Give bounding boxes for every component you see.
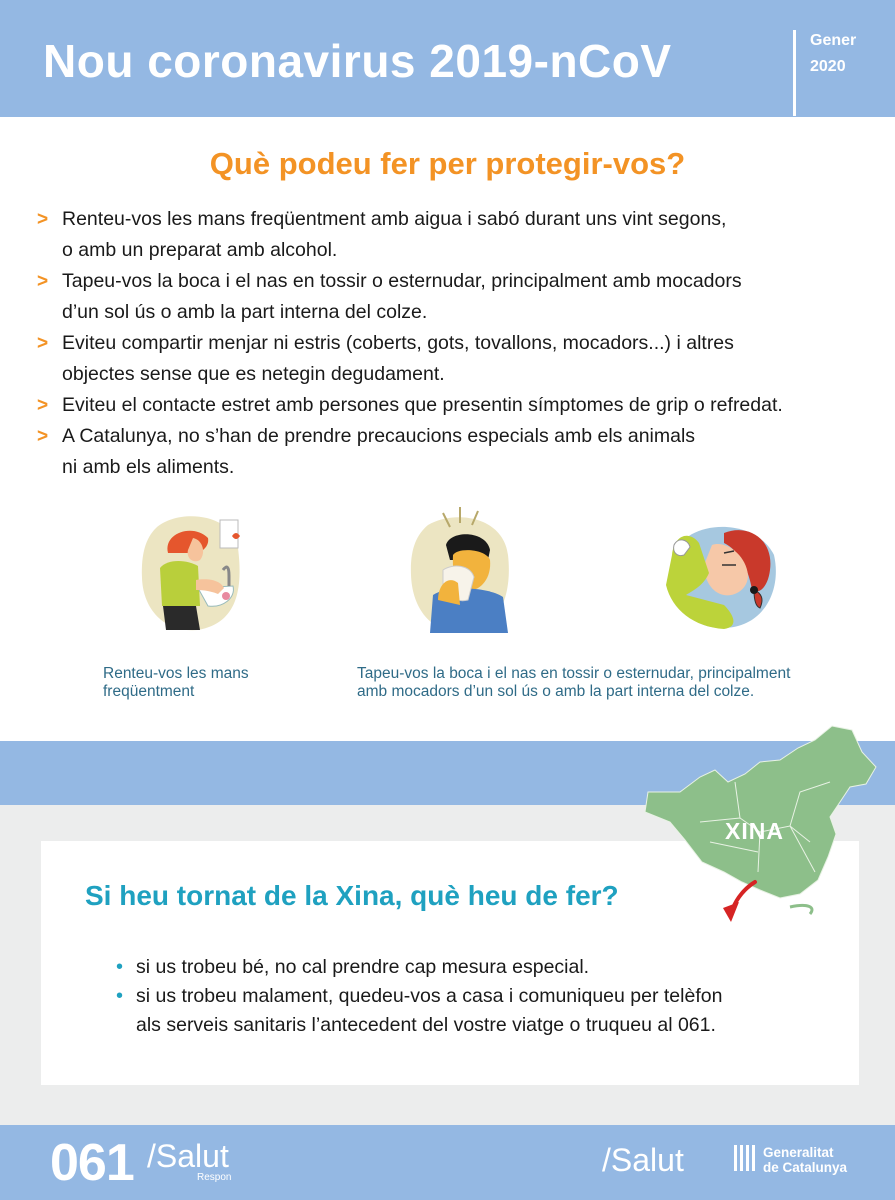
- caption-line: Tapeu-vos la boca i el nas en tossir o esternudar, principalment: [357, 665, 791, 682]
- generalitat-name: [763, 1145, 847, 1175]
- tip-text-cont: ni amb els aliments.: [62, 456, 235, 478]
- tip-text-cont: o amb un preparat amb alcohol.: [62, 239, 338, 261]
- footer-salut-logo-text: /Salut: [147, 1138, 229, 1174]
- china-advice-list: [112, 953, 852, 1040]
- chevron-right-icon: >: [37, 209, 49, 230]
- header-month: Gener: [810, 32, 857, 49]
- tip-text: A Catalunya, no s’han de prendre precaucions especials amb els animals: [62, 425, 696, 447]
- handwashing-illustration: [138, 508, 248, 633]
- caption-wash-hands: [103, 665, 249, 701]
- tip-text-cont: objectes sense que es netegin degudament.: [62, 363, 445, 385]
- protect-tips-list: [37, 204, 887, 483]
- bullet-icon: •: [116, 956, 124, 978]
- arrow-down-left-icon: [715, 878, 760, 926]
- footer-salut-text: /Salut: [602, 1142, 684, 1178]
- footer-061-logo: 061: [50, 1134, 134, 1192]
- advice-text: si us trobeu malament, quedeu-vos a casa i comuniqueu per telèfon: [136, 985, 723, 1007]
- china-map-label: XINA: [725, 818, 784, 844]
- page-title: Nou coronavirus 2019-nCoV: [43, 35, 672, 87]
- tip-text: Eviteu compartir menjar ni estris (coberts, gots, tovallons, mocadors...) i altres: [62, 332, 734, 354]
- caption-cover-mouth: [357, 665, 790, 701]
- tip-item: [37, 328, 887, 390]
- cover-cough-illustration: [408, 505, 513, 635]
- generalitat-logo-icon: [733, 1143, 759, 1173]
- tip-text-cont: d’un sol ús o amb la part interna del colze.: [62, 301, 428, 323]
- china-title: Si heu tornat de la Xina, què heu de fer?: [85, 880, 619, 911]
- header-year: 2020: [810, 58, 846, 75]
- protect-title: Què podeu fer per protegir-vos?: [209, 146, 686, 181]
- tip-text: Renteu-vos les mans freqüentment amb aigua i sabó durant uns vint segons,: [62, 208, 727, 230]
- footer-bar: [0, 1125, 895, 1200]
- footer-respon-text: Respon: [197, 1172, 232, 1183]
- tip-item: [37, 204, 887, 266]
- chevron-right-icon: >: [37, 333, 49, 354]
- chevron-right-icon: >: [37, 395, 49, 416]
- chevron-right-icon: >: [37, 271, 49, 292]
- generalitat-line: Generalitat: [763, 1145, 834, 1160]
- tip-text: Tapeu-vos la boca i el nas en tossir o esternudar, principalment amb mocadors: [62, 270, 742, 292]
- caption-line: Renteu-vos les mans: [103, 665, 249, 682]
- tip-item: [37, 421, 887, 483]
- advice-text: si us trobeu bé, no cal prendre cap mesura especial.: [136, 956, 590, 978]
- chevron-right-icon: >: [37, 426, 49, 447]
- header-banner: [0, 0, 895, 117]
- advice-item: [112, 982, 852, 1040]
- advice-text-cont: als serveis sanitaris l’antecedent del vostre viatge o truqueu al 061.: [136, 1014, 716, 1036]
- tip-item: [37, 390, 887, 421]
- elbow-sneeze-illustration: [664, 515, 784, 630]
- header-divider: [793, 30, 796, 116]
- bullet-icon: •: [116, 985, 124, 1007]
- caption-line: freqüentment: [103, 683, 195, 700]
- advice-item: [112, 953, 852, 982]
- tip-item: [37, 266, 887, 328]
- generalitat-line: de Catalunya: [763, 1160, 848, 1175]
- tip-text: Eviteu el contacte estret amb persones que presentin símptomes de grip o refredat.: [62, 394, 783, 416]
- caption-line: amb mocadors d’un sol ús o amb la part interna del colze.: [357, 683, 755, 700]
